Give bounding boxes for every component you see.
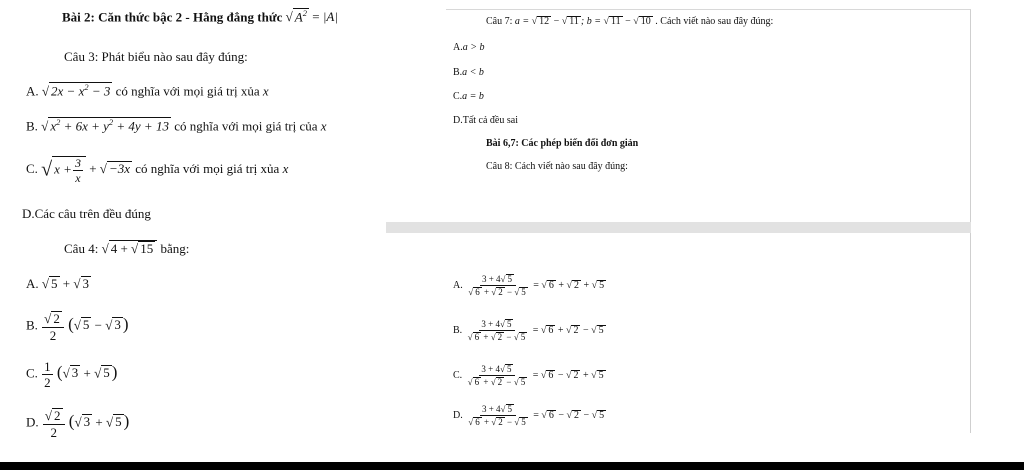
q7-heading: Câu 7: a = √ 12 − √ 11 ; b = √ 11 − √ 10 . Cách viết nào sau đây đúng: — [486, 16, 774, 27]
right-page-top — [446, 9, 971, 222]
identity-formula: √ $A^2 = |A|$ — [285, 8, 338, 25]
lesson-topic: Hằng đẳng thức — [192, 9, 283, 25]
q7-option-c: C.a = b — [453, 91, 484, 102]
q4-option-a: A. √ 5 + √ 3 — [26, 276, 90, 291]
page-gap — [386, 222, 971, 233]
lesson-6-7-title: Bài 6,7: Các phép biến đổi đơn giản — [486, 138, 639, 149]
q7-option-b: B.a < b — [453, 67, 484, 78]
q3-option-c: C. √ x + $\frac{3}{x}$ + √ −3x có nghĩa với mọi giá trị xủa x — [26, 156, 289, 185]
q8-option-b: B. $\frac{3 + 4√ 5}{√ 6 + √ 2 - √ 5}$ = √ 6 + √ 2 − √ 5 — [453, 319, 604, 343]
q7-option-a: A.a > b — [453, 42, 485, 53]
q4-option-c: C. $\frac{1}{2}$ (√ 3 + √ 5 ) — [26, 359, 118, 390]
title-separator: - — [185, 9, 190, 25]
q3-option-a: A. √ $2x - x^2 - 3$ có nghĩa với mọi giá trị xủa x — [26, 82, 269, 99]
q8-heading: Câu 8: Cách viết nào sau đây đúng: — [486, 161, 628, 172]
lesson-title — [62, 8, 338, 25]
q8-option-c: C. $\frac{3 + 4√ 5}{√ 6 + √ 2 - √ 5}$ = √ 6 − √ 2 + √ 5 — [453, 364, 604, 388]
q3-option-b: B. √ $x^2 + 6x + y^2 + 4y + 13$ có nghĩa với mọi giá trị của x — [26, 117, 327, 134]
q8-option-d: D. $\frac{3 + 4√ 5}{√ 6 + √ 2 - √ 5}$ = √ 6 − √ 2 − √ 5 — [453, 404, 605, 428]
q4-heading: Câu 4: √ 4 + √ 15 bằng: — [64, 241, 190, 256]
q4-option-b: B. $\frac{√ 2}{2}$ (√ 5 − √ 3 ) — [26, 311, 129, 343]
lesson-name: Bài 2: Căn thức bậc 2 — [62, 9, 183, 25]
q3-option-d: D.Các câu trên đều đúng — [22, 206, 151, 221]
q4-option-d: D. $\frac{√ 2}{2}$ (√ 3 + √ 5 ) — [26, 408, 130, 440]
q8-option-a: A. $\frac{3 + 4√ 5}{√ 6 + √ 2 - √ 5}$ = √ 6 + √ 2 + √ 5 — [453, 274, 605, 298]
q3-heading: Câu 3: Phát biểu nào sau đây đúng: — [64, 49, 248, 64]
bottom-bar — [0, 462, 1024, 470]
q7-option-d: D.Tất cả đều sai — [453, 115, 518, 126]
